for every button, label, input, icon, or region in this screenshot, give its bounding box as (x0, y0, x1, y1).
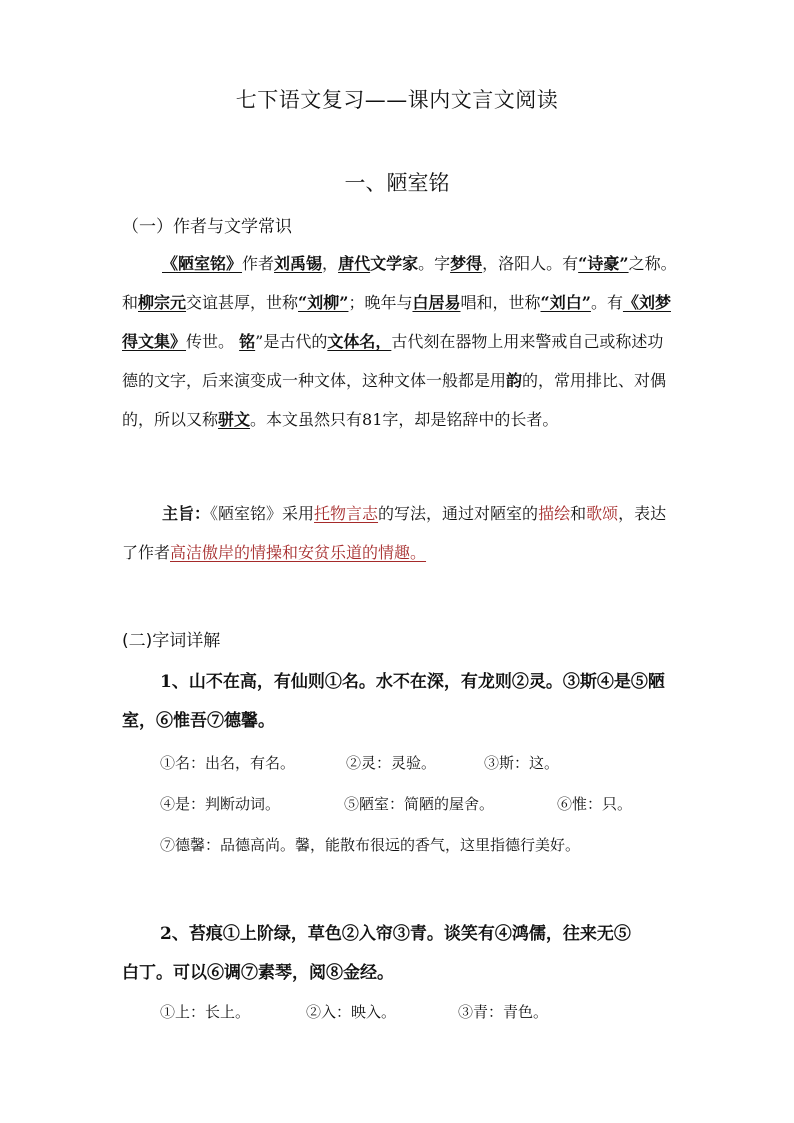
definition-item: ④是：判断动词。 (160, 795, 281, 813)
q1-definitions-row-3 (160, 834, 580, 855)
definition-item: ①上：长上。 (160, 1003, 251, 1021)
definition-item: ③斯：这。 (484, 754, 560, 772)
question-1-line-1: 1、山不在高，有仙则①名。水不在深，有龙则②灵。③斯④是⑤陋 (160, 672, 665, 692)
document-title: 七下语文复习——课内文言文阅读 (235, 88, 559, 112)
definition-item: ③青：青色。 (458, 1003, 549, 1021)
q2-definitions-row-1 (160, 1001, 548, 1022)
definition-item: ⑥惟：只。 (557, 795, 633, 813)
definition-item: ②灵：灵验。 (346, 754, 437, 772)
definition-item: ①名：出名，有名。 (160, 754, 296, 772)
q1-definitions-row-2 (160, 793, 632, 814)
question-2-line-1: 2、苔痕①上阶绿，草色②入帘③青。谈笑有④鸿儒，往来无⑤ (160, 924, 631, 944)
subsection-heading-1: （一）作者与文学常识 (122, 217, 292, 237)
subsection-heading-2: (二)字词详解 (122, 631, 221, 651)
author-paragraph: 《陋室铭》作者刘禹锡，唐代文学家。字梦得，洛阳人。有“诗豪”之称。和柳宗元交谊甚厚，世称“刘柳”；晚年与白居易唱和，世称“刘白”。有《刘梦得文集》传世。 铭”是古代的文体名，古代刻在器物上用来警戒自己或称述功德的文字，后来演变成一种文体，这种文体一般都是用韵的，常用排比、对偶的，所以又称骈文。本文虽然只有81字，却是铭辞中的长者。 (122, 254, 677, 429)
definition-item: ⑦德馨：品德高尚。馨，能散布很远的香气，这里指德行美好。 (160, 836, 581, 854)
section-title: 一、陋室铭 (344, 171, 450, 195)
question-2-line-2: 白丁。可以⑥调⑦素琴，阅⑧金经。 (122, 963, 394, 983)
question-1-line-2: 室，⑥惟吾⑦德馨。 (122, 711, 275, 731)
definition-item: ⑤陋室：简陋的屋舍。 (344, 795, 495, 813)
q1-definitions-row-1 (160, 752, 559, 773)
definition-item: ②入：映入。 (306, 1003, 397, 1021)
theme-paragraph: 主旨：《陋室铭》采用托物言志的写法，通过对陋室的描绘和歌颂，表达了作者高洁傲岸的情操和安贫乐道的情趣。 (122, 504, 667, 562)
